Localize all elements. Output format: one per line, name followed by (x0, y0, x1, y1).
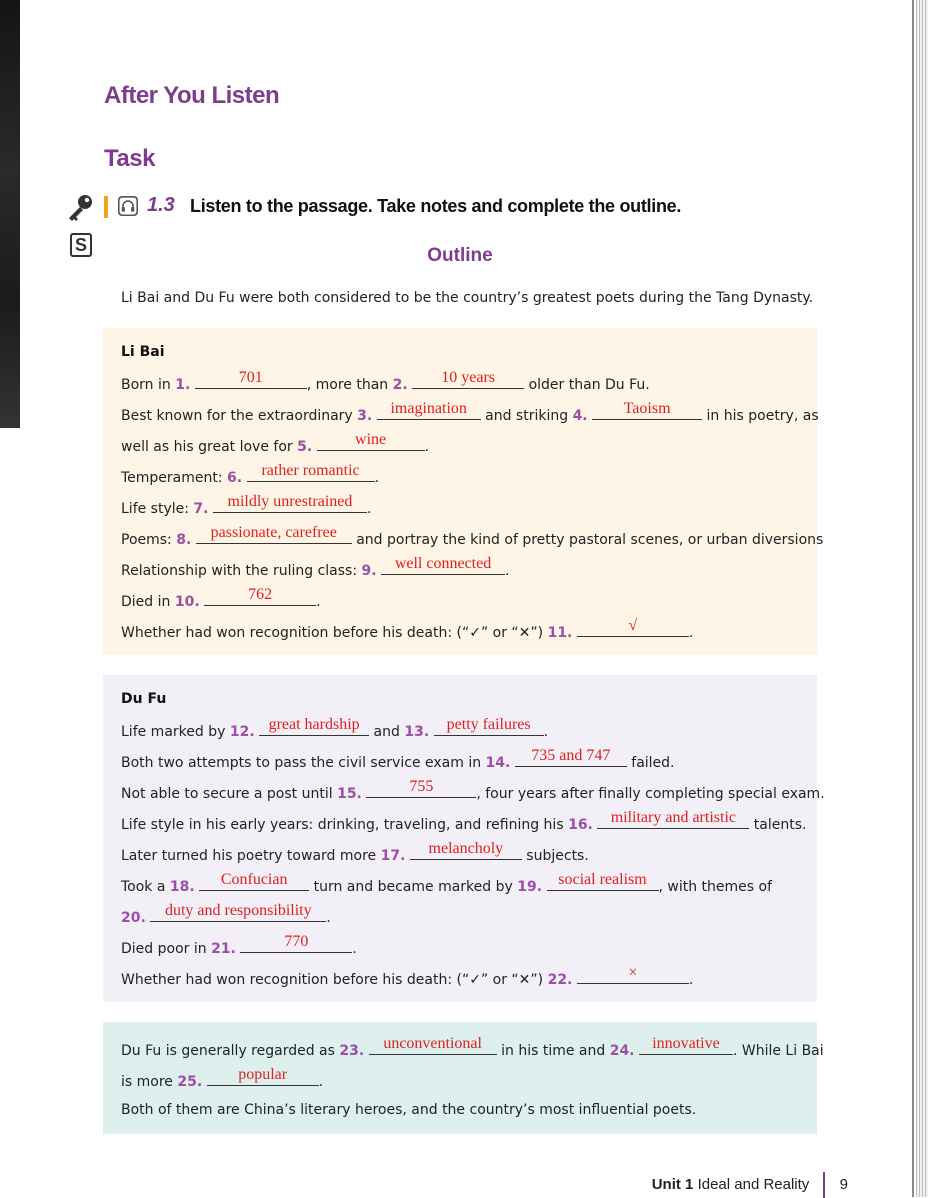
task-heading: Task (104, 145, 155, 172)
summary-panel (103, 1022, 824, 1134)
li-bai-line-4: Temperament: 6. rather romantic . (121, 462, 380, 486)
du-fu-line-6: Took a 18. Confucian turn and became marked by 19. social realism , with themes of (121, 871, 773, 895)
answer-blank-18[interactable]: Confucian (199, 876, 309, 891)
du-fu-line-3: Not able to secure a post until 15. 755 , four years after finally completing special exam. (121, 778, 825, 802)
du-fu-line-5: Later turned his poetry toward more 17. melancholy subjects. (121, 840, 589, 864)
du-fu-line-1: Life marked by 12. great hardship and 13. petty failures . (121, 716, 549, 740)
answer-blank-1[interactable]: 701 (195, 374, 307, 389)
li-bai-line-5: Life style: 7. mildly unrestrained . (121, 493, 372, 517)
du-fu-line-7: 20. duty and responsibility . (121, 902, 331, 926)
li-bai-line-8: Died in 10. 762 . (121, 586, 321, 610)
li-bai-line-6: Poems: 8. passionate, carefree and portray the kind of pretty pastoral scenes, or urban diversions (121, 524, 824, 548)
answer-blank-4[interactable]: Taoism (592, 405, 702, 420)
answer-blank-22[interactable]: × (577, 969, 689, 984)
answer-blank-14[interactable]: 735 and 747 (515, 752, 627, 767)
task-number: 1.3 (147, 194, 175, 216)
page-footer (652, 1172, 848, 1198)
answer-blank-16[interactable]: military and artistic (597, 814, 749, 829)
answer-blank-21[interactable]: 770 (240, 938, 352, 953)
answer-blank-15[interactable]: 755 (366, 783, 476, 798)
answer-blank-23[interactable]: unconventional (369, 1040, 497, 1055)
footer-title: Ideal and Reality (697, 1175, 810, 1193)
answer-blank-2[interactable]: 10 years (412, 374, 524, 389)
answer-blank-7[interactable]: mildly unrestrained (213, 498, 367, 513)
left-background-strip (0, 0, 20, 428)
summary-line-1: Du Fu is generally regarded as 23. unconventional in his time and 24. innovative . While Li Bai (121, 1035, 824, 1059)
answer-blank-13[interactable]: petty failures (434, 721, 544, 736)
script-icon[interactable]: S (70, 233, 92, 257)
li-bai-line-9: Whether had won recognition before his death: (“✓” or “✕”) 11. √ . (121, 617, 694, 641)
answer-blank-10[interactable]: 762 (204, 591, 316, 606)
answer-blank-25[interactable]: popular (207, 1071, 319, 1086)
answer-blank-6[interactable]: rather romantic (247, 467, 375, 482)
task-marker (104, 196, 108, 218)
li-bai-line-3: well as his great love for 5. wine . (121, 431, 430, 455)
key-icon[interactable] (64, 192, 96, 224)
du-fu-panel (103, 675, 825, 1002)
task-instruction: Listen to the passage. Take notes and complete the outline. (190, 196, 682, 216)
intro-text: Li Bai and Du Fu were both considered to be the country’s greatest poets during the Tang Dynasty. (121, 290, 814, 306)
answer-blank-11[interactable]: √ (577, 622, 689, 637)
du-fu-line-9: Whether had won recognition before his death: (“✓” or “✕”) 22. × . (121, 964, 694, 988)
answer-blank-3[interactable]: imagination (377, 405, 481, 420)
li-bai-line-2: Best known for the extraordinary 3. imagination and striking 4. Taoism in his poetry, as (121, 400, 819, 424)
summary-line-3: Both of them are China’s literary heroes, and the country’s most influential poets. (121, 1102, 697, 1118)
answer-blank-9[interactable]: well connected (381, 560, 505, 575)
answer-blank-20[interactable]: duty and responsibility (150, 907, 326, 922)
page-number: 9 (839, 1175, 848, 1193)
answer-blank-8[interactable]: passionate, carefree (196, 529, 352, 544)
li-bai-panel (103, 328, 824, 655)
outline-title: Outline (427, 245, 493, 266)
du-fu-title: Du Fu (121, 691, 167, 707)
li-bai-line-1: Born in 1. 701 , more than 2. 10 years older than Du Fu. (121, 369, 650, 393)
answer-blank-5[interactable]: wine (317, 436, 425, 451)
answer-blank-19[interactable]: social realism (547, 876, 659, 891)
footer-separator (823, 1172, 825, 1198)
du-fu-line-2: Both two attempts to pass the civil service exam in 14. 735 and 747 failed. (121, 747, 675, 771)
section-heading: After You Listen (104, 82, 280, 109)
footer-unit: Unit 1 (651, 1175, 694, 1193)
li-bai-line-7: Relationship with the ruling class: 9. well connected . (121, 555, 510, 579)
summary-line-2: is more 25. popular . (121, 1066, 324, 1090)
li-bai-title: Li Bai (121, 344, 165, 360)
answer-blank-17[interactable]: melancholy (410, 845, 522, 860)
right-divider-line (912, 0, 914, 1197)
answer-blank-12[interactable]: great hardship (259, 721, 369, 736)
audio-icon[interactable] (118, 196, 138, 216)
du-fu-line-4: Life style in his early years: drinking, traveling, and refining his 16. military and artistic talents. (121, 809, 807, 833)
du-fu-line-8: Died poor in 21. 770 . (121, 933, 357, 957)
page-edge (916, 0, 928, 1197)
answer-blank-24[interactable]: innovative (639, 1040, 733, 1055)
